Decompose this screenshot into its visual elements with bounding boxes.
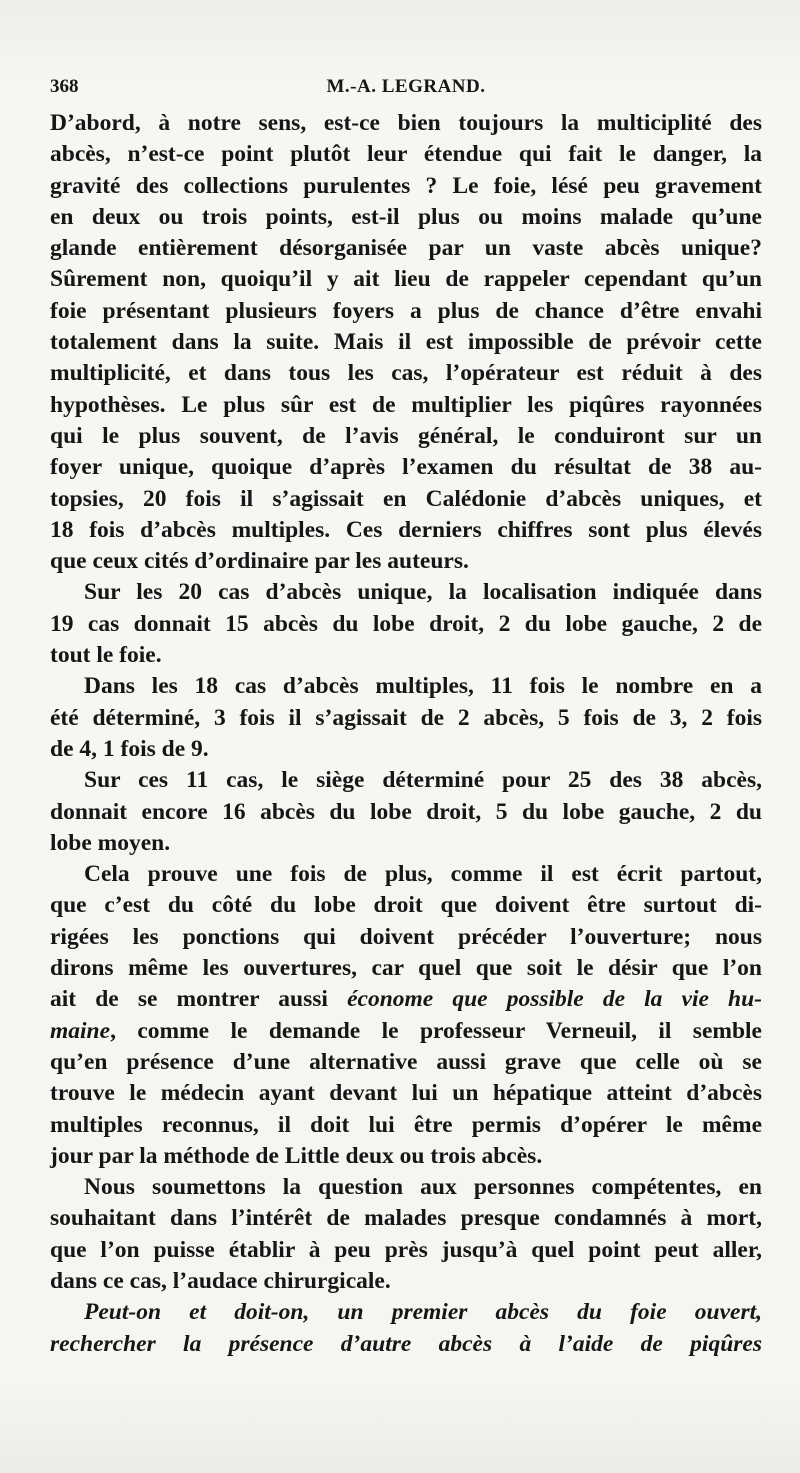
text-line: qu’en présence d’une alternative aussi grave que celle où se [50,1048,762,1075]
running-title: M.-A. LEGRAND. [326,76,486,97]
text-line: dirons même les ouvertures, car quel que soit le désir que l’on [50,955,762,982]
text-line: que l’on puisse établir à peu près jusqu’à quel point peut aller, [50,1236,762,1263]
text-line: rechercher la présence d’autre abcès à l’aide de piqûres [50,1330,762,1357]
text-line: trouve le médecin ayant devant lui un hépatique atteint d’abcès [50,1080,762,1107]
text-line: dans ce cas, l’audace chirurgicale. [50,1267,391,1294]
text-line [50,984,762,1015]
text-line: abcès, n’est-ce point plutôt leur étendue qui fait le danger, la [50,141,762,168]
text-line: été déterminé, 3 fois il s’agissait de 2 abcès, 5 fois de 3, 2 fois [50,704,762,731]
text-line: jour par la méthode de Little deux ou trois abcès. [50,1142,543,1169]
text-line: Sur les 20 cas d’abcès unique, la localisation indiquée dans [84,579,762,606]
italic-run: économe que possible de la vie hu- [347,986,763,1013]
text-line: multiples reconnus, il doit lui être permis d’opérer le même [50,1111,762,1138]
text-line: 19 cas donnait 15 abcès du lobe droit, 2 du lobe gauche, 2 de [50,610,762,637]
text-line: qui le plus souvent, de l’avis général, le conduiront sur un [50,422,762,449]
text-line: totalement dans la suite. Mais il est impossible de prévoir cette [50,329,762,356]
text-line: glande entièrement désorganisée par un vaste abcès unique? [50,235,762,262]
text-line: lobe moyen. [50,829,171,856]
text-line: foyer unique, quoique d’après l’examen du résultat de 38 au- [50,454,762,481]
text-line: que c’est du côté du lobe droit que doivent être surtout di- [50,892,762,919]
text-line: Sûrement non, quoiqu’il y ait lieu de rappeler cependant qu’un [50,266,762,293]
text-line: que ceux cités d’ordinaire par les auteurs. [50,548,469,575]
page-number: 368 [50,76,79,97]
text-line: multiplicité, et dans tous les cas, l’opérateur est réduit à des [50,360,762,387]
text-line: tout le foie. [50,642,162,669]
text-line: donnait encore 16 abcès du lobe droit, 5 du lobe gauche, 2 du [50,798,762,825]
text-line: gravité des collections purulentes ? Le foie, lésé peu gravement [50,172,762,199]
text-line: rigées les ponctions qui doivent précéder l’ouverture; nous [50,923,762,950]
text-line: Cela prouve une fois de plus, comme il est écrit partout, [84,861,762,888]
text-line: Nous soumettons la question aux personnes compétentes, en [84,1174,762,1201]
text-line: souhaitant dans l’intérêt de malades presque condamnés à mort, [50,1205,762,1232]
text-run: ait de se montrer aussi [50,986,348,1013]
text-line: Sur ces 11 cas, le siège déterminé pour 25 des 38 abcès, [84,767,762,794]
page-header [50,72,762,102]
text-line: D’abord, à notre sens, est-ce bien toujours la multiciplité des [50,110,762,136]
italic-run: maine [50,1017,111,1044]
text-line: 18 fois d’abcès multiples. Ces derniers chiffres sont plus élevés [50,516,762,543]
text-line: de 4, 1 fois de 9. [50,735,209,762]
text-line: en deux ou trois points, est-il plus ou moins malade qu’une [50,203,762,230]
text-line: topsies, 20 fois il s’agissait en Calédonie d’abcès uniques, et [50,485,762,512]
body-text [50,108,762,1360]
text-line: Dans les 18 cas d’abcès multiples, 11 fois le nombre en a [84,673,762,700]
text-line: Peut-on et doit-on, un premier abcès du foie ouvert, [84,1299,762,1326]
text-line [50,1016,762,1047]
text-run: , comme le demande le professeur Verneuil, il semble [110,1017,762,1044]
text-line: hypothèses. Le plus sûr est de multiplier les piqûres rayonnées [50,391,762,418]
text-line: foie présentant plusieurs foyers a plus de chance d’être envahi [50,297,762,324]
